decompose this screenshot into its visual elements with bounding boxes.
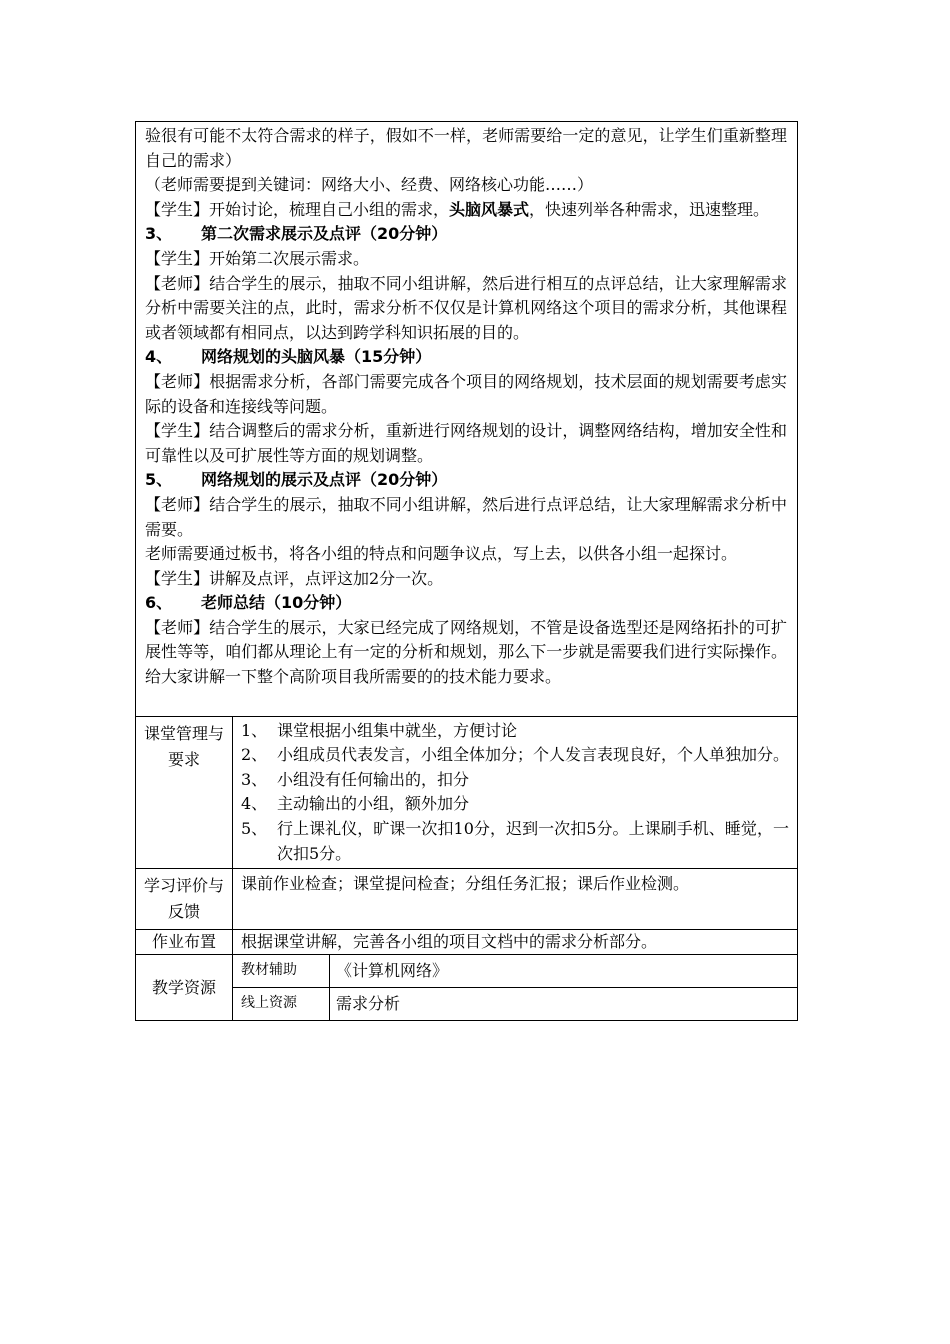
list-item <box>241 743 789 768</box>
content-cell <box>136 122 798 717</box>
paragraph: 验很有可能不太符合需求的样子，假如不一样，老师需要给一定的意见，让学生们重新整理自己的需求） <box>145 126 787 170</box>
section-heading <box>145 222 787 247</box>
content-row <box>136 122 798 717</box>
list-item <box>241 792 789 817</box>
homework-row <box>136 930 798 955</box>
list-text: 小组成员代表发言，小组全体加分；个人发言表现良好，个人单独加分。 <box>277 745 790 765</box>
classroom-label: 课堂管理与要求 <box>136 716 233 869</box>
paragraph: 【学生】开始第二次展示需求。 <box>145 248 370 268</box>
paragraph: 【学生】结合调整后的需求分析，重新进行网络规划的设计，调整网络结构，增加安全性和可靠性以及可扩展性等方面的规划调整。 <box>145 421 787 465</box>
list-item <box>241 719 789 744</box>
list-index: 2、 <box>241 745 268 765</box>
list-index: 1、 <box>241 720 268 740</box>
evaluation-label: 学习评价与反馈 <box>136 869 233 930</box>
resource-row <box>233 955 797 988</box>
list-text: 小组没有任何输出的，扣分 <box>277 769 470 789</box>
paragraph: 老师需要通过板书，将各小组的特点和问题争议点，写上去，以供各小组一起探讨。 <box>145 544 738 564</box>
homework-label: 作业布置 <box>136 930 233 955</box>
homework-text: 根据课堂讲解，完善各小组的项目文档中的需求分析部分。 <box>233 930 798 955</box>
resource-value: 《计算机网络》 <box>330 955 798 988</box>
list-index: 3、 <box>241 769 268 789</box>
resource-label: 教材辅助 <box>233 955 330 988</box>
resource-row <box>233 988 797 1021</box>
section-heading <box>145 591 787 616</box>
list-item <box>241 768 789 793</box>
paragraph: 【老师】结合学生的展示，抽取不同小组讲解，然后进行点评总结，让大家理解需求分析中需要。 <box>145 494 787 539</box>
section-number: 5、 <box>145 470 173 490</box>
section-number: 6、 <box>145 593 173 613</box>
paragraph: 【老师】根据需求分析，各部门需要完成各个项目的网络规划，技术层面的规划需要考虑实际的设备和连接线等问题。 <box>145 371 787 416</box>
section-title: 老师总结（10分钟） <box>201 593 352 613</box>
section-title: 网络规划的展示及点评（20分钟） <box>201 470 448 490</box>
resources-cell <box>233 955 798 1021</box>
paragraph: （老师需要提到关键词：网络大小、经费、网络核心功能……） <box>145 175 594 195</box>
rules-list <box>241 719 789 867</box>
section-title: 第二次需求展示及点评（20分钟） <box>201 224 448 244</box>
list-index: 4、 <box>241 794 268 814</box>
section-number: 3、 <box>145 224 173 244</box>
lesson-plan-table <box>135 121 798 1021</box>
section-heading <box>145 468 787 493</box>
evaluation-row <box>136 869 798 930</box>
paragraph: 【学生】讲解及点评，点评这加2分一次。 <box>145 568 444 588</box>
paragraph-text: 【学生】开始讨论，梳理自己小组的需求， <box>145 199 450 219</box>
section-heading <box>145 345 787 370</box>
classroom-row <box>136 716 798 869</box>
classroom-rules <box>233 716 798 869</box>
paragraph-text: ，快速列举各种需求，迅速整理。 <box>529 199 770 219</box>
section-number: 4、 <box>145 347 173 367</box>
list-item <box>241 817 789 866</box>
evaluation-text: 课前作业检查；课堂提问检查；分组任务汇报；课后作业检测。 <box>233 869 798 930</box>
paragraph: 【老师】结合学生的展示，抽取不同小组讲解，然后进行相互的点评总结，让大家理解需求分析中需要关注的点，此时，需求分析不仅仅是计算机网络这个项目的需求分析，其他课程或者领域都有相同点，以达到跨学科知识拓展的目的。 <box>145 273 787 342</box>
bold-keyword: 头脑风暴式 <box>449 199 530 219</box>
resource-value: 需求分析 <box>336 994 401 1014</box>
list-text: 主动输出的小组，额外加分 <box>277 794 470 814</box>
resources-table <box>233 955 797 1020</box>
resource-label: 线上资源 <box>233 988 330 1021</box>
section-title: 网络规划的头脑风暴（15分钟） <box>201 347 432 367</box>
list-text: 行上课礼仪，旷课一次扣10分，迟到一次扣5分。上课刷手机、睡觉，一次扣5分。 <box>277 819 789 863</box>
resources-label: 教学资源 <box>136 955 233 1021</box>
paragraph <box>145 198 787 223</box>
list-index: 5、 <box>241 819 268 839</box>
list-text: 课堂根据小组集中就坐，方便讨论 <box>277 720 518 740</box>
paragraph: 【老师】结合学生的展示，大家已经完成了网络规划，不管是设备选型还是网络拓扑的可扩展性等等，咱们都从理论上有一定的分析和规划，那么下一步就是需要我们进行实际操作。给大家讲解一下整个高阶项目我所需要的的技术能力要求。 <box>145 617 787 687</box>
resources-row <box>136 955 798 1021</box>
